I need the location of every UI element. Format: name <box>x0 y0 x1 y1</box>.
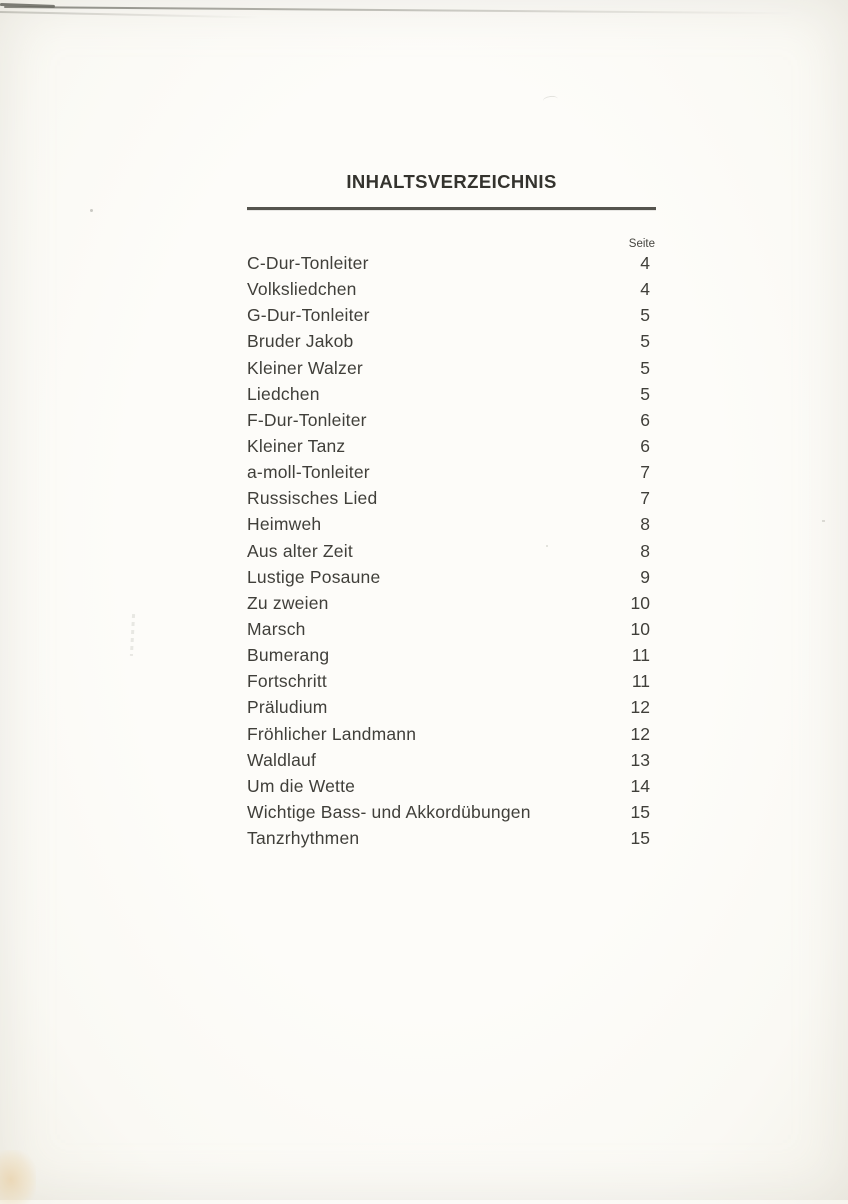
toc-row <box>247 303 656 329</box>
paper-speck-curve <box>543 95 559 105</box>
toc-entry-title: F-Dur-Tonleiter <box>247 409 367 430</box>
toc-row <box>247 669 656 695</box>
toc-entry-page: 7 <box>640 488 650 509</box>
paper-stain <box>0 1150 36 1204</box>
toc-entry-title: Lustige Posaune <box>247 566 381 587</box>
toc-entry-title: a-moll-Tonleiter <box>247 462 370 483</box>
toc-row <box>247 721 656 747</box>
toc-row <box>247 433 656 459</box>
toc-entry-title: Aus alter Zeit <box>247 540 353 561</box>
toc-entry-title: Zu zweien <box>247 592 329 613</box>
toc-row <box>247 355 656 381</box>
toc-entry-page: 10 <box>630 592 650 613</box>
toc-entry-title: Kleiner Walzer <box>247 357 363 378</box>
toc-entry-title: Volksliedchen <box>247 279 357 300</box>
toc-entry-page: 8 <box>640 514 650 535</box>
toc-entry-page: 15 <box>630 802 650 823</box>
toc-entry-title: Heimweh <box>247 514 322 535</box>
toc-entry-page: 6 <box>640 436 650 457</box>
toc-list <box>247 251 656 852</box>
toc-row <box>247 826 656 852</box>
toc-entry-title: Fröhlicher Landmann <box>247 723 417 744</box>
toc-row <box>247 643 656 669</box>
toc-row <box>247 590 656 616</box>
toc-entry-title: Russisches Lied <box>247 488 378 509</box>
toc-entry-page: 11 <box>631 671 650 692</box>
page-title: INHALTSVERZEICHNIS <box>346 171 557 192</box>
paper-speck <box>822 520 825 522</box>
toc-entry-title: Waldlauf <box>247 749 317 770</box>
toc-row <box>247 512 656 538</box>
toc-entry-page: 10 <box>630 619 650 640</box>
paper-speck-squiggle <box>130 614 135 656</box>
toc-entry-title: G-Dur-Tonleiter <box>247 305 370 326</box>
toc-entry-title: Kleiner Tanz <box>247 436 346 457</box>
toc-row <box>247 251 656 277</box>
toc-row <box>247 460 656 486</box>
toc-entry-page: 12 <box>630 697 650 718</box>
toc-entry-page: 13 <box>630 749 650 770</box>
toc-entry-title: Wichtige Bass- und Akkordübungen <box>247 802 531 823</box>
toc-entry-page: 5 <box>640 383 650 404</box>
toc-entry-title: Marsch <box>247 619 306 640</box>
toc-entry-page: 12 <box>630 723 650 744</box>
toc-entry-page: 15 <box>630 828 650 849</box>
toc-entry-page: 7 <box>640 462 650 483</box>
toc-row <box>247 486 656 512</box>
toc-row <box>247 747 656 773</box>
toc-entry-title: Fortschritt <box>247 671 327 692</box>
toc-row <box>247 564 656 590</box>
toc-entry-page: 4 <box>640 279 650 300</box>
toc-row <box>247 329 656 355</box>
toc-entry-title: Tanzrhythmen <box>247 828 360 849</box>
page-number-column-header: Seite <box>628 237 655 250</box>
toc-row <box>247 381 656 407</box>
toc-entry-page: 14 <box>630 775 650 796</box>
toc-entry-title: Um die Wette <box>247 775 356 796</box>
toc-entry-page: 5 <box>640 357 650 378</box>
toc-row <box>247 799 656 825</box>
toc-entry-page: 5 <box>640 331 650 352</box>
scan-artifact-line-secondary <box>0 11 260 18</box>
toc-entry-title: C-Dur-Tonleiter <box>247 253 369 274</box>
toc-row <box>247 538 656 564</box>
toc-entry-title: Bruder Jakob <box>247 331 354 352</box>
toc-entry-title: Liedchen <box>247 383 320 404</box>
toc-row <box>247 407 656 433</box>
toc-entry-page: 5 <box>640 305 650 326</box>
toc-row <box>247 277 656 303</box>
title-underline-rule <box>247 207 656 210</box>
toc-entry-title: Bumerang <box>247 645 330 666</box>
toc-entry-page: 4 <box>640 253 650 274</box>
toc-entry-title: Präludium <box>247 697 328 718</box>
toc-entry-page: 11 <box>631 645 650 666</box>
toc-entry-page: 8 <box>640 540 650 561</box>
toc-row <box>247 773 656 799</box>
toc-entry-page: 6 <box>640 409 650 430</box>
paper-speck-dot <box>90 209 93 212</box>
paper-speck <box>546 545 548 547</box>
toc-row <box>247 616 656 642</box>
toc-entry-page: 9 <box>640 566 650 587</box>
toc-row <box>247 695 656 721</box>
toc-content <box>247 172 656 852</box>
